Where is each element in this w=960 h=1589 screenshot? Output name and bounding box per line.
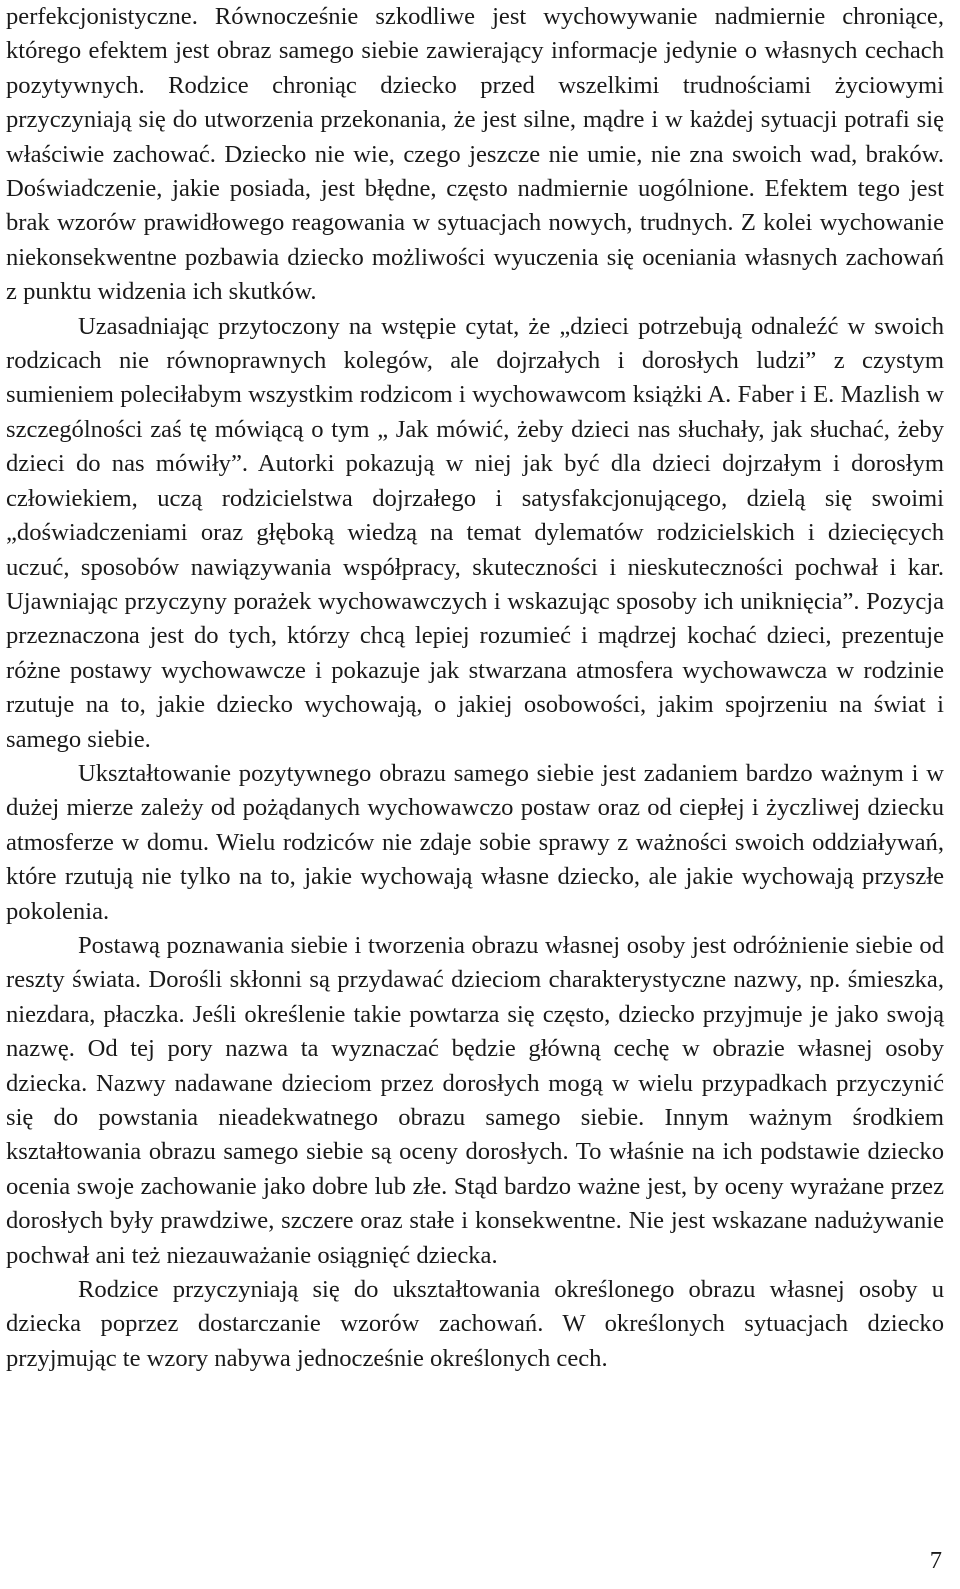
paragraph-recommendation: Uzasadniając przytoczony na wstępie cytat, że „dzieci potrzebują odnaleźć w swoich rodzicach nie równoprawnych kolegów, ale dojrzałych i dorosłych ludzi” z czystym sumieniem poleciłabym wszystkim rodzicom i wychowawcom książki A. Faber i E. Mazlish w szczególności zaś tę mówiącą o tym „ Jak mówić, żeby dzieci nas słuchały, jak słuchać, żeby dzieci do nas mówiły”. Autorki pokazują w niej jak być dla dzieci dojrzałym i dorosłym człowiekiem, uczą rodzicielstwa dojrzałego i satysfakcjonującego, dzielą się swoimi „doświadczeniami oraz głęboką wiedzą na temat dylematów rodzicielskich i dziecięcych uczuć, sposobów nawiązywania współpracy, skuteczności i nieskuteczności pochwał i kar. Ujawniając przyczyny porażek wychowawczych i wskazując sposoby ich uniknięcia”. Pozycja przeznaczona jest do tych, którzy chcą lepiej rozumieć i mądrzej kochać dzieci, prezentuje różne postawy wychowawcze i pokazuje jak stwarzana atmosfera wychowawcza w rodzinie rzutuje na to, jakie dziecko wychowają, o jakiej osobowości, jakim spojrzeniu na świat i samego siebie. bbox=[6, 312, 944, 753]
document-page bbox=[6, 0, 944, 1376]
paragraph-self-knowledge: Postawą poznawania siebie i tworzenia obrazu własnej osoby jest odróżnienie siebie od reszty świata. Dorośli skłonni są przydawać dzieciom charakterystyczne nazwy, np. śmieszka, niezdara, płaczka. Jeśli określenie takie powtarza się często, dziecko przyjmuje je jako swoją nazwę. Od tej pory nazwa ta wyznaczać będzie główną cechę w obrazie własnej osoby dziecka. Nazwy nadawane dzieciom przez dorosłych mogą w wielu przypadkach przyczynić się do powstania nieadekwatnego obrazu samego siebie. Innym ważnym środkiem kształtowania obrazu samego siebie są oceny dorosłych. To właśnie na ich podstawie dziecko ocenia swoje zachowanie jako dobre lub złe. Stąd bardzo ważne jest, by oceny wyrażane przez dorosłych były prawdziwe, szczere oraz stałe i konsekwentne. Nie jest wskazane nadużywanie pochwał ani też niezauważanie osiągnięć dziecka. bbox=[6, 931, 944, 1269]
page-number: 7 bbox=[929, 1547, 942, 1574]
paragraph-positive-self-image: Ukształtowanie pozytywnego obrazu samego siebie jest zadaniem bardzo ważnym i w dużej mierze zależy od pożądanych wychowawczo postaw oraz od ciepłej i życzliwej dziecku atmosferze w domu. Wielu rodziców nie zdaje sobie sprawy z ważności swoich oddziaływań, które rzutują nie tylko na to, jakie wychowają własne dziecko, ale jakie wychowają przyszłe pokolenia. bbox=[6, 759, 944, 925]
paragraph-behaviour-models: Rodzice przyczyniają się do ukształtowania określonego obrazu własnej osoby u dziecka poprzez dostarczanie wzorów zachowań. W określonych sytuacjach dziecko przyjmując te wzory nabywa jednocześnie określonych cech. bbox=[6, 1276, 944, 1372]
paragraph-continuation: perfekcjonistyczne. Równocześnie szkodliwe jest wychowywanie nadmiernie chroniące, którego efektem jest obraz samego siebie zawierający informacje jedynie o własnych cechach pozytywnych. Rodzice chroniąc dziecko przed wszelkimi trudnościami życiowymi przyczyniają się do utworzenia przekonania, że jest silne, mądre i w każdej sytuacji potrafi się właściwie zachować. Dziecko nie wie, czego jeszcze nie umie, nie zna swoich wad, braków. Doświadczenie, jakie posiada, jest błędne, często nadmiernie uogólnione. Efektem tego jest brak wzorów prawidłowego reagowania w sytuacjach nowych, trudnych. Z kolei wychowanie niekonsekwentne pozbawia dziecko możliwości wyuczenia się oceniania własnych zachowań z punktu widzenia ich skutków. bbox=[6, 3, 944, 306]
